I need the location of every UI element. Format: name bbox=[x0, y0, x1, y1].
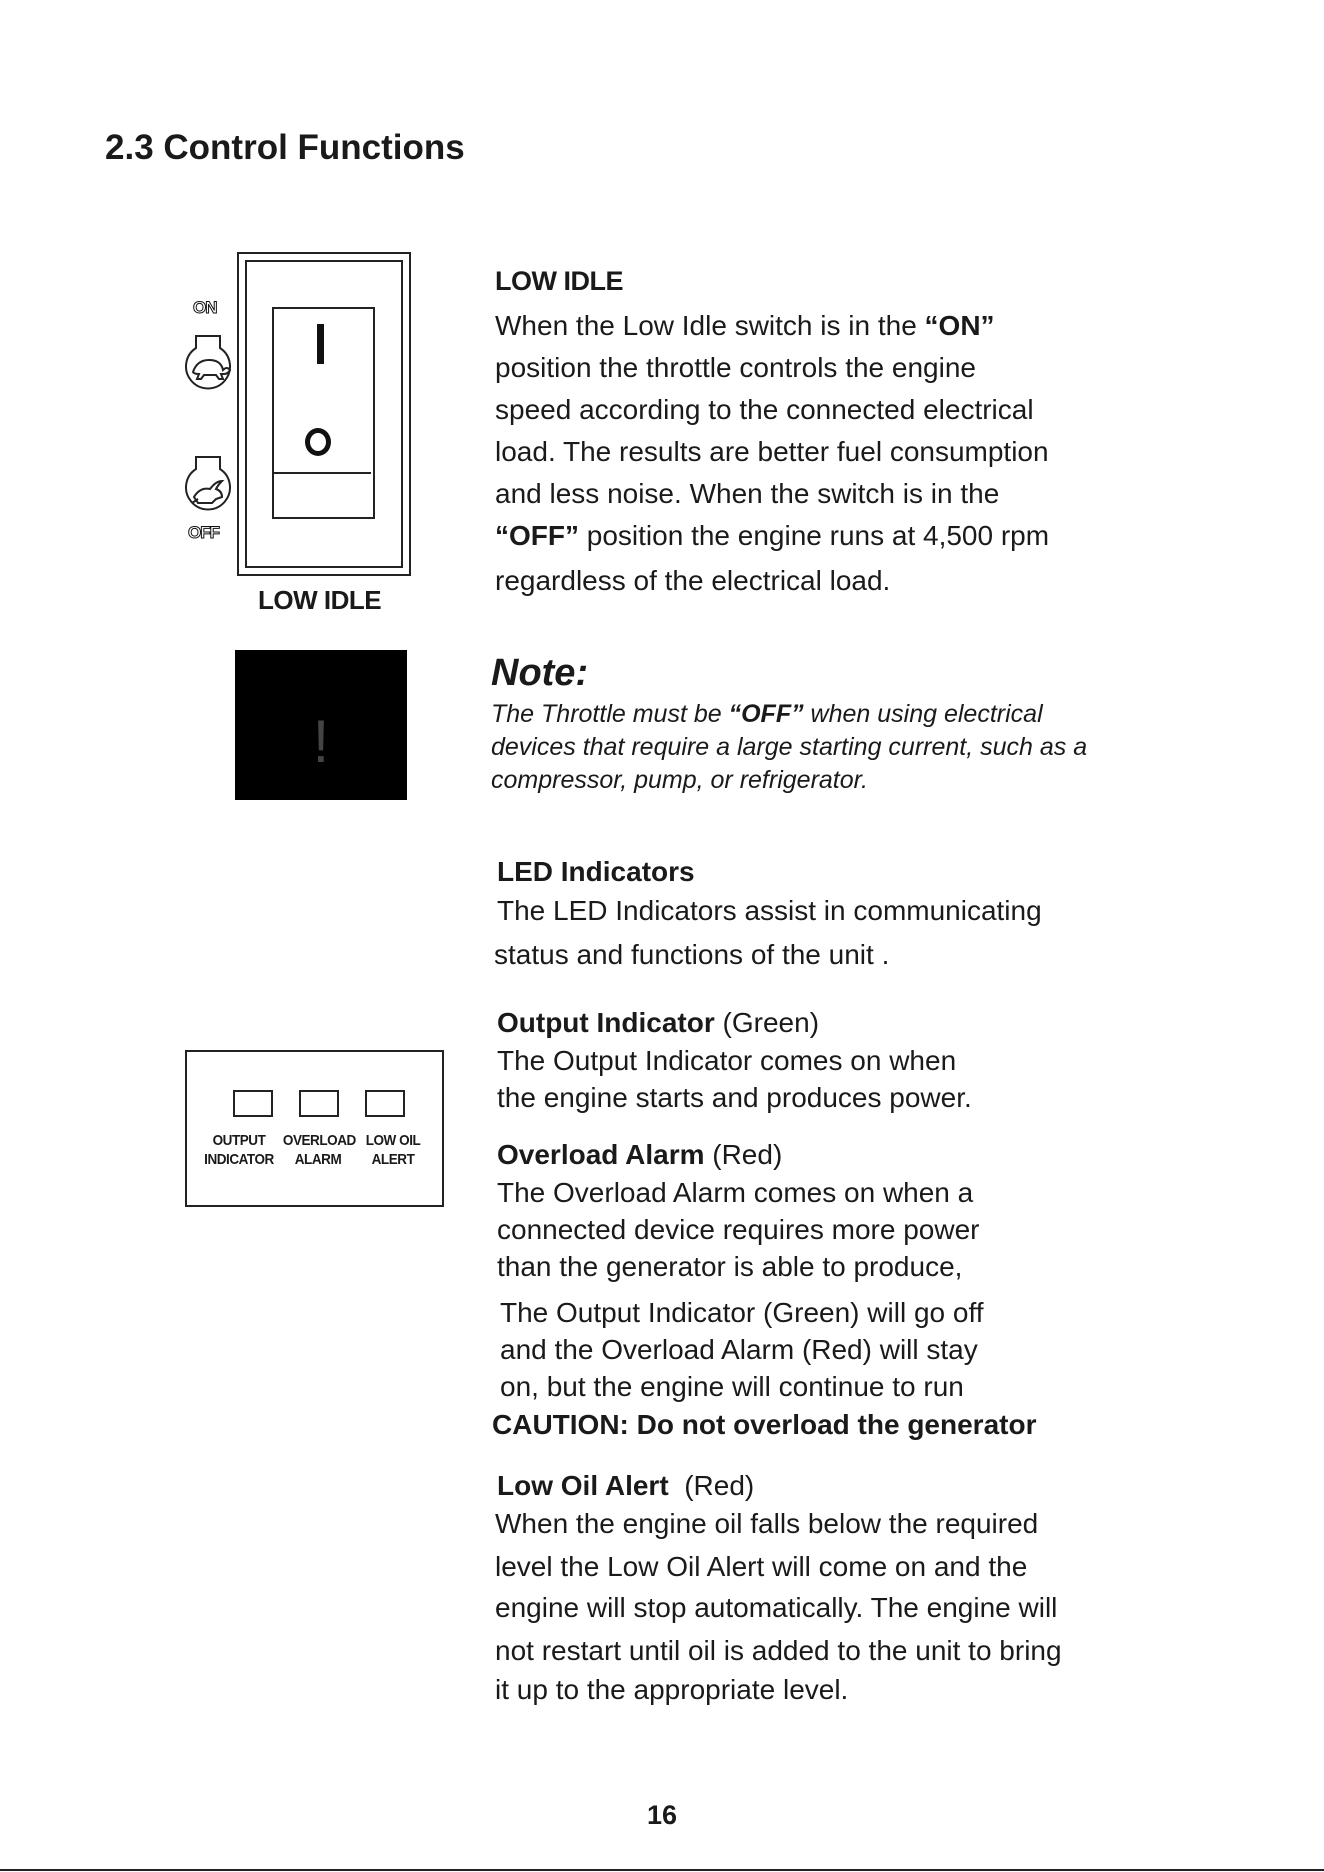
output-indicator-heading: Output Indicator (Green) bbox=[497, 1007, 820, 1038]
overload-alarm-led bbox=[299, 1090, 339, 1117]
led-indicators-line: The LED Indicators assist in communicating bbox=[497, 895, 1042, 926]
section-title: 2.3 Control Functions bbox=[105, 128, 465, 167]
low-idle-line: regardless of the electrical load. bbox=[495, 565, 891, 596]
overload-alarm-line: on, but the engine will continue to run bbox=[500, 1371, 964, 1402]
low-oil-alert-line: When the engine oil falls below the required bbox=[495, 1508, 1039, 1539]
page-number: 16 bbox=[646, 1800, 678, 1830]
led-label-low-oil: LOW OIL ALERT bbox=[365, 1132, 421, 1168]
low-oil-alert-line: it up to the appropriate level. bbox=[495, 1674, 849, 1705]
led-indicators-line: status and functions of the unit . bbox=[494, 939, 890, 970]
low-idle-line: speed according to the connected electrical bbox=[495, 394, 1034, 425]
switch-caption: LOW IDLE bbox=[258, 585, 382, 615]
overload-alarm-line: than the generator is able to produce, bbox=[497, 1251, 963, 1282]
rocker-on-symbol bbox=[317, 324, 324, 364]
note-line: The Throttle must be “OFF” when using electrical bbox=[491, 700, 1043, 728]
overload-alarm-heading: Overload Alarm (Red) bbox=[497, 1139, 783, 1170]
low-idle-line: position the throttle controls the engine bbox=[495, 352, 976, 383]
output-indicator-line: The Output Indicator comes on when bbox=[497, 1045, 957, 1076]
low-idle-line: “OFF” position the engine runs at 4,500 rpm bbox=[495, 520, 1050, 551]
low-idle-line: load. The results are better fuel consumption bbox=[495, 436, 1049, 467]
switch-off-label: OFF bbox=[188, 523, 219, 542]
low-idle-line: When the Low Idle switch is in the “ON” bbox=[495, 310, 995, 341]
bottom-rule bbox=[0, 1869, 1324, 1871]
overload-alarm-line: The Overload Alarm comes on when a bbox=[497, 1177, 974, 1208]
warning-icon: ! bbox=[312, 708, 330, 775]
low-oil-alert-led bbox=[365, 1090, 405, 1117]
caution-text: CAUTION: Do not overload the generator bbox=[492, 1409, 1037, 1440]
overload-alarm-line: and the Overload Alarm (Red) will stay bbox=[500, 1334, 978, 1365]
turtle-icon bbox=[182, 334, 234, 394]
overload-alarm-line: connected device requires more power bbox=[497, 1214, 980, 1245]
low-idle-line: and less noise. When the switch is in the bbox=[495, 478, 1000, 509]
rocker-divider bbox=[272, 472, 371, 474]
led-label-output: OUTPUT INDICATOR bbox=[204, 1132, 274, 1168]
rocker-off-symbol bbox=[305, 428, 331, 456]
low-idle-heading: LOW IDLE bbox=[495, 266, 623, 296]
led-indicators-heading: LED Indicators bbox=[497, 856, 695, 887]
note-line: compressor, pump, or refrigerator. bbox=[491, 766, 868, 794]
switch-on-label: ON bbox=[193, 298, 217, 317]
low-oil-alert-line: engine will stop automatically. The engine will bbox=[495, 1592, 1058, 1623]
note-title: Note: bbox=[491, 652, 589, 694]
output-indicator-led bbox=[233, 1090, 273, 1117]
overload-alarm-line: The Output Indicator (Green) will go off bbox=[500, 1297, 984, 1328]
led-label-overload: OVERLOAD ALARM bbox=[282, 1132, 356, 1168]
note-line: devices that require a large starting current, such as a bbox=[491, 733, 1088, 761]
rabbit-icon bbox=[182, 455, 234, 515]
output-indicator-line: the engine starts and produces power. bbox=[497, 1082, 972, 1113]
low-oil-alert-line: not restart until oil is added to the unit to bring bbox=[495, 1635, 1062, 1666]
low-oil-alert-line: level the Low Oil Alert will come on and the bbox=[495, 1551, 1028, 1582]
led-panel bbox=[185, 1050, 444, 1207]
low-oil-alert-heading: Low Oil Alert (Red) bbox=[497, 1470, 755, 1501]
